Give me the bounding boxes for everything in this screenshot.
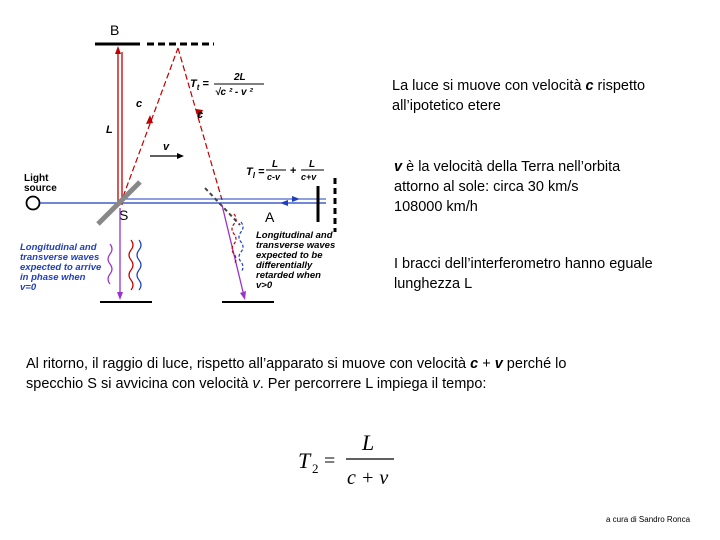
formula-sub: 2 xyxy=(312,461,319,476)
tl-formula-lhs: $T_l$ = xyxy=(246,166,265,180)
svg-text:expected to arrive: expected to arrive xyxy=(20,262,102,273)
velocity-arrowhead xyxy=(177,153,184,159)
svg-text:Longitudinal and: Longitudinal and xyxy=(20,242,97,253)
body-v2: v xyxy=(252,376,260,392)
formula-lhs: T xyxy=(298,448,311,473)
body-p1: Al ritorno, il raggio di luce, rispetto all’apparato si muove con velocità xyxy=(26,356,471,372)
svg-text:differentially: differentially xyxy=(256,260,313,271)
note2-var: v xyxy=(394,159,403,175)
svg-text:expected to be: expected to be xyxy=(256,250,323,261)
beam-slant-down xyxy=(178,48,222,200)
body-v: v xyxy=(494,356,503,372)
label-c-right: c xyxy=(197,109,204,121)
note-velocity-v xyxy=(394,157,714,217)
svg-text:in phase when: in phase when xyxy=(20,272,86,283)
arrow-up xyxy=(115,46,121,54)
label-l: L xyxy=(106,124,113,136)
note2-text: è la velocità della Terra nell’orbita xyxy=(402,159,621,175)
body-p2: perché lo xyxy=(502,356,567,372)
note1-post: rispetto xyxy=(593,78,646,94)
svg-text:Longitudinal and: Longitudinal and xyxy=(256,230,333,241)
light-source-label-1: Light xyxy=(24,173,49,184)
body-paragraph xyxy=(26,354,706,394)
tt-formula-lhs: $T_t$ = xyxy=(190,78,209,92)
output-arrow-right xyxy=(240,291,246,300)
light-source-label-2: source xyxy=(24,183,57,194)
tl-num2: L xyxy=(309,159,316,170)
wave-right-2 xyxy=(239,222,243,272)
formula-num: L xyxy=(362,430,375,455)
label-c-left: c xyxy=(136,98,143,110)
label-a: A xyxy=(265,209,275,225)
note-arms xyxy=(394,254,714,294)
tl-plus: + xyxy=(290,165,297,177)
tt-formula-num: 2L xyxy=(234,72,246,83)
note2-line2: attorno al sole: circa 30 km/s xyxy=(394,179,579,195)
note1-var: c xyxy=(585,78,594,94)
note-velocity-c xyxy=(392,76,712,116)
note3-line1: I bracci dell’interferometro hanno eguale xyxy=(394,256,653,272)
label-s: S xyxy=(119,207,129,223)
body-plus: + xyxy=(478,356,495,372)
note2-line3: 108000 km/h xyxy=(394,199,478,215)
body-line2b: . Per percorrere L impiega il tempo: xyxy=(259,376,487,392)
light-source-icon xyxy=(27,197,40,210)
wave-left-3 xyxy=(108,244,112,284)
note1-line2: all’ipotetico etere xyxy=(392,98,501,114)
michelson-interferometer-diagram xyxy=(0,0,380,320)
note1-text: La luce si muove con velocità xyxy=(392,78,586,94)
output-arrow-left xyxy=(117,292,123,300)
formula-eq: = xyxy=(324,450,336,472)
svg-text:v>0: v>0 xyxy=(256,280,273,291)
credit: a cura di Sandro Ronca xyxy=(606,515,691,524)
arrow-right xyxy=(292,196,300,202)
tt-formula-den: √c ² - v ² xyxy=(215,87,253,98)
arrow-left xyxy=(280,200,288,206)
svg-text:transverse waves: transverse waves xyxy=(256,240,336,251)
body-line2a: specchio S si avvicina con velocità xyxy=(26,376,253,392)
wave-left-2 xyxy=(137,240,141,290)
output-beam-right xyxy=(222,205,244,296)
svg-text:transverse waves: transverse waves xyxy=(20,252,100,263)
label-v: v xyxy=(163,141,170,153)
svg-text:retarded when: retarded when xyxy=(256,270,321,281)
beam-slant-up xyxy=(120,48,178,205)
right-caption xyxy=(256,230,335,291)
body-c: c xyxy=(470,356,479,372)
svg-text:v=0: v=0 xyxy=(20,282,37,293)
tl-den1: c-v xyxy=(267,172,281,182)
left-caption xyxy=(20,242,102,293)
formula-den: c + v xyxy=(347,467,389,489)
wave-left-1 xyxy=(129,240,133,290)
note3-line2: lunghezza L xyxy=(394,276,473,292)
formula-t2 xyxy=(290,425,410,495)
tl-num1: L xyxy=(272,159,279,170)
tl-den2: c+v xyxy=(301,172,317,182)
label-b: B xyxy=(110,22,120,38)
